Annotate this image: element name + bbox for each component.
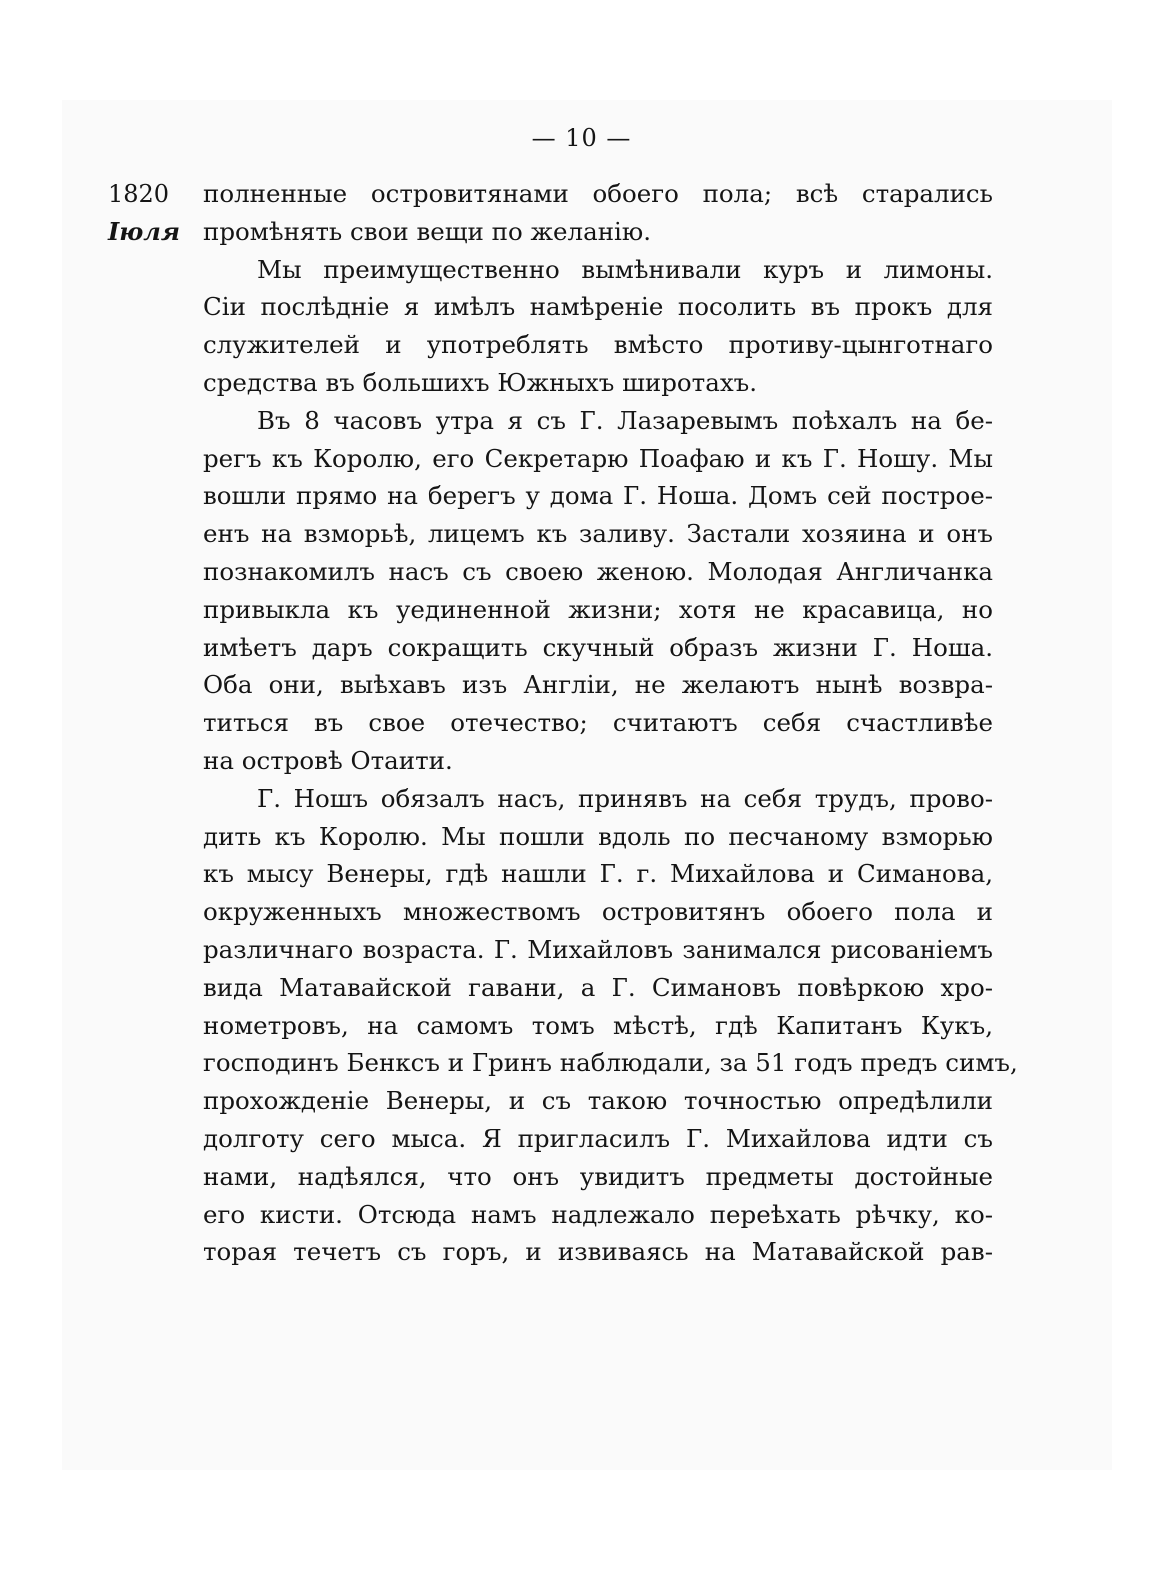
text-line: Оба они, выѣхавъ изъ Англіи, не желаютъ нынѣ возвра- bbox=[203, 670, 993, 700]
text-line: торая течетъ съ горъ, и извиваясь на Матавайской рав- bbox=[203, 1237, 993, 1267]
margin-month: Іюля bbox=[108, 217, 180, 246]
text-line: Г. Ношъ обязалъ насъ, принявъ на себя трудъ, прово- bbox=[257, 783, 993, 813]
margin-year: 1820 bbox=[108, 180, 170, 208]
text-line: дить къ Королю. Мы пошли вдоль по песчаному взморью bbox=[203, 821, 993, 851]
text-line: Сіи послѣдніе я имѣлъ намѣреніе посолить въ прокъ для bbox=[203, 292, 993, 322]
text-line: вошли прямо на берегъ у дома Г. Ноша. Домъ сей построе- bbox=[203, 481, 993, 511]
text-line: господинъ Бенксъ и Гринъ наблюдали, за 51 годъ предъ симъ, bbox=[203, 1048, 1018, 1078]
text-line: прохожденіе Венеры, и съ такою точностью опредѣлили bbox=[203, 1086, 993, 1116]
text-line: его кисти. Отсюда намъ надлежало переѣхать рѣчку, ко- bbox=[203, 1199, 993, 1229]
text-line: нами, надѣялся, что онъ увидитъ предметы достойные bbox=[203, 1161, 993, 1191]
text-line: титься въ свое отечество; считаютъ себя счастливѣе bbox=[203, 708, 993, 738]
text-line: долготу сего мыса. Я пригласилъ Г. Михайлова идти съ bbox=[203, 1124, 993, 1153]
text-line: енъ на взморьѣ, лицемъ къ заливу. Застали хозяина и онъ bbox=[203, 519, 993, 549]
text-line: нометровъ, на самомъ томъ мѣстѣ, гдѣ Капитанъ Кукъ, bbox=[203, 1010, 993, 1040]
text-line: промѣнять свои вещи по желанію. bbox=[203, 216, 651, 246]
text-line: на островѣ Отаити. bbox=[203, 746, 453, 775]
text-line: познакомилъ насъ съ своею женою. Молодая Англичанка bbox=[203, 557, 993, 586]
text-line: имѣетъ даръ сокращить скучный образъ жизни Г. Ноша. bbox=[203, 632, 993, 662]
text-line: служителей и употреблять вмѣсто противу-цынготнаго bbox=[203, 330, 993, 360]
text-line: различнаго возраста. Г. Михайловъ занимался рисованіемъ bbox=[203, 935, 993, 964]
text-line: къ мысу Венеры, гдѣ нашли Г. г. Михайлова и Симанова, bbox=[203, 859, 993, 889]
text-line: регъ къ Королю, его Секретарю Поафаю и къ Г. Ношу. Мы bbox=[203, 443, 993, 473]
text-line: полненные островитянами обоего пола; всѣ старались bbox=[203, 179, 993, 208]
text-line: вида Матавайской гавани, а Г. Симановъ повѣркою хро- bbox=[203, 972, 993, 1002]
text-line: привыкла къ уединенной жизни; хотя не красавица, но bbox=[203, 594, 993, 624]
text-line: Мы преимущественно вымѣнивали куръ и лимоны. bbox=[257, 254, 993, 284]
text-line: средства въ большихъ Южныхъ широтахъ. bbox=[203, 368, 758, 397]
text-line: Въ 8 часовъ утра я съ Г. Лазаревымъ поѣхалъ на бе- bbox=[257, 405, 993, 435]
page-number: — 10 — bbox=[531, 124, 632, 152]
text-line: окруженныхъ множествомъ островитянъ обоего пола и bbox=[203, 897, 993, 927]
